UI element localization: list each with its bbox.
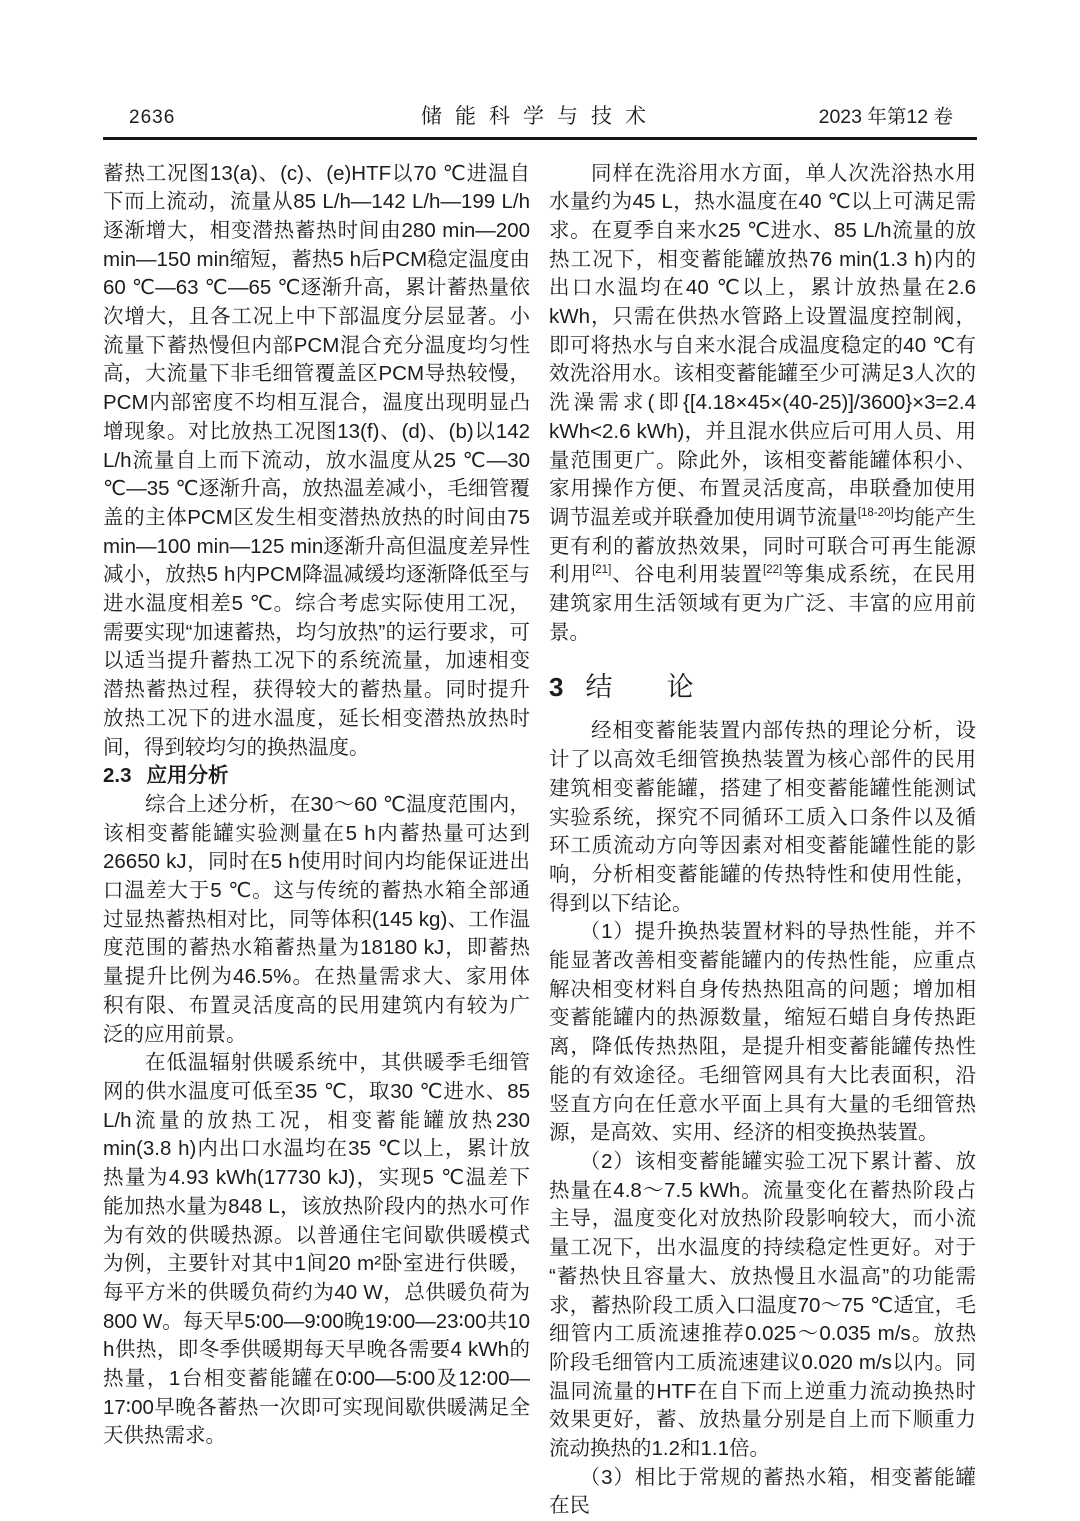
section-title: 结 论 [585, 672, 693, 702]
paragraph: 综合上述分析，在30～60 ℃温度范围内，该相变蓄能罐实验测量在5 h内蓄热量可达到26650 kJ，同时在5 h使用时间内均能保证进出口温差大于5 ℃。这与传统的蓄热水箱全部通过显热蓄热相对比，同等体积(145 kg)、工作温度范围的蓄热水箱蓄热量为18180 kJ，即蓄热量提升比例为46.5%。在热量需求大、家用体积有限、布置灵活度高的民用建筑内有较为广泛的应用前景。 [103, 791, 530, 1049]
paragraph: 同样在洗浴用水方面，单人次洗浴热水用水量约为45 L，热水温度在40 ℃以上可满足需求。在夏季自来水25 ℃进水、85 L/h流量的放热工况下，相变蓄能罐放热76 min(1.3 h)内的出口水温均在40 ℃以上，累计放热量在2.6 kWh，只需在供热水管路上设置温度控制阀，即可将热水与自来水混合成温度稳定的40 ℃有效洗浴用水。该相变蓄能罐至少可满足3人次的洗澡需求(即{[4.18×45×(40-25)]/3600}×3=2.4 kWh<2.6 kWh)，并且混水供应后可用人员、用量范围更广。除此外，该相变蓄能罐体积小、家用操作方便、布置灵活度高，串联叠加使用调节温差或并联叠加使用调节流量[18-20]均能产生更有利的蓄放热效果，同时可联合可再生能源利用[21]、谷电利用装置[22]等集成系统，在民用建筑家用生活领域有更为广泛、丰富的应用前景。 [549, 160, 976, 648]
article-body [103, 140, 977, 1521]
section-heading-3 [549, 672, 976, 702]
journal-title: 储能科学与技术 [421, 100, 659, 130]
page-number: 2636 [129, 107, 175, 129]
volume-info: 2023 年第12 卷 [819, 101, 953, 129]
section-heading-2-3 [103, 762, 530, 791]
right-column [549, 160, 976, 1521]
paragraph: 经相变蓄能装置内部传热的理论分析，设计了以高效毛细管换热装置为核心部件的民用建筑相变蓄能罐，搭建了相变蓄能罐性能测试实验系统，探究不同循环工质入口条件以及循环工质流动方向等因素对相变蓄能罐性能的影响，分析相变蓄能罐的传热特性和使用性能，得到以下结论。 [549, 717, 976, 918]
left-column [103, 160, 530, 1521]
section-number: 3 [549, 672, 563, 702]
section-number: 2.3 [103, 764, 132, 787]
section-title: 应用分析 [147, 764, 229, 787]
paragraph: 在低温辐射供暖系统中，其供暖季毛细管网的供水温度可低至35 ℃，取30 ℃进水、85 L/h流量的放热工况，相变蓄能罐放热230 min(3.8 h)内出口水温均在35 ℃以上，累计放热量为4.93 kWh(17730 kJ)，实现5 ℃温差下能加热水量为848 L，该放热阶段内的热水可作为有效的供暖热源。以普通住宅间歇供暖模式为例，主要针对其中1间20 m²卧室进行供暖，每平方米的供暖负荷约为40 W，总供暖负荷为800 W。每天早5∶00—9∶00晚19∶00—23∶00共10 h供热，即冬季供暖期每天早晚各需要4 kWh的热量，1台相变蓄能罐在0∶00—5∶00及12∶00—17∶00早晚各蓄热一次即可实现间歇供暖满足全天供热需求。 [103, 1049, 530, 1451]
paragraph: （1）提升换热装置材料的导热性能，并不能显著改善相变蓄能罐内的传热性能，应重点解决相变材料自身传热热阻高的问题；增加相变蓄能罐内的热源数量，缩短石蜡自身传热距离，降低传热热阻，是提升相变蓄能罐传热性能的有效途径。毛细管网具有大比表面积，沿竖直方向在任意水平面上具有大量的毛细管热源，是高效、实用、经济的相变换热装置。 [549, 918, 976, 1148]
page-header [103, 103, 977, 137]
paragraph: （2）该相变蓄能罐实验工况下累计蓄、放热量在4.8～7.5 kWh。流量变化在蓄热阶段占主导，温度变化对放热阶段影响较大，而小流量工况下，出水温度的持续稳定性更好。对于“蓄热快且容量大、放热慢且水温高”的功能需求，蓄热阶段工质入口温度70～75 ℃适宜，毛细管内工质流速推荐0.025～0.035 m/s。放热阶段毛细管内工质流速建议0.020 m/s以内。同温同流量的HTF在自下而上逆重力流动换热时效果更好，蓄、放热量分别是自上而下顺重力流动换热的1.2和1.1倍。 [549, 1148, 976, 1464]
paragraph: （3）相比于常规的蓄热水箱，相变蓄能罐在民 [549, 1464, 976, 1521]
paragraph-continued: 蓄热工况图13(a)、(c)、(e)HTF以70 ℃进温自下而上流动，流量从85 L/h—142 L/h—199 L/h逐渐增大，相变潜热蓄热时间由280 min—200 min—150 min缩短，蓄热5 h后PCM稳定温度由60 ℃—63 ℃—65 ℃逐渐升高，累计蓄热量依次增大，且各工况上中下部温度分层显著。小流量下蓄热慢但内部PCM混合充分温度均匀性高，大流量下非毛细管覆盖区PCM导热较慢，PCM内部密度不均相互混合，温度出现明显凸增现象。对比放热工况图13(f)、(d)、(b)以142 L/h流量自上而下流动，放水温度从25 ℃—30 ℃—35 ℃逐渐升高，放热温差减小，毛细管覆盖的主体PCM区发生相变潜热放热的时间由75 min—100 min—125 min逐渐升高但温度差异性减小，放热5 h内PCM降温减缓均逐渐降低至与进水温度相差5 ℃。综合考虑实际使用工况，需要实现“加速蓄热，均匀放热”的运行要求，可以适当提升蓄热工况下的系统流量，加速相变潜热蓄热过程，获得较大的蓄热量。同时提升放热工况下的进水温度，延长相变潜热放热时间，得到较均匀的换热温度。 [103, 160, 530, 763]
page [103, 0, 977, 1521]
